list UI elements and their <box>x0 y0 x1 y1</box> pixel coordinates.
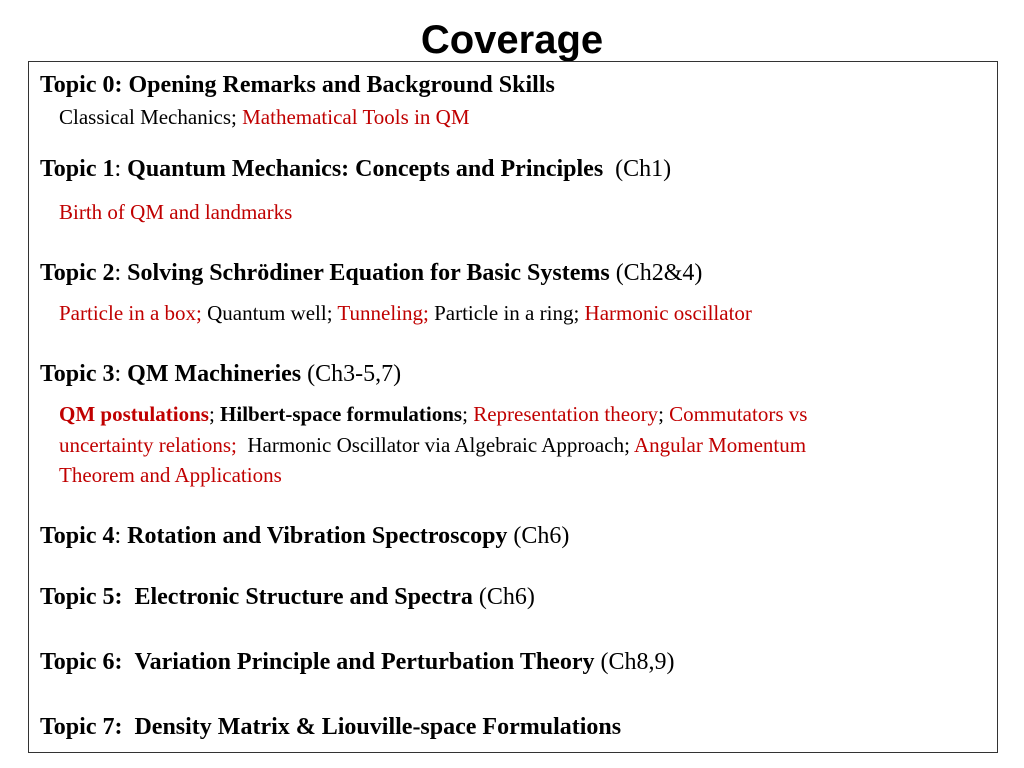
topic-2-heading <box>40 258 702 288</box>
slide-title: Coverage <box>420 18 604 62</box>
subtopic: Harmonic oscillator <box>584 301 752 325</box>
topic-3-subtopic-line-3 <box>59 460 282 491</box>
topic-3-chapter: (Ch3-5,7) <box>301 361 402 387</box>
topic-1-chapter: (Ch1) <box>609 156 672 182</box>
topic-7-name: Density Matrix & Liouville-space Formulations <box>134 714 622 740</box>
topic-0-subtopics <box>59 102 470 133</box>
topic-0-heading <box>40 70 555 100</box>
topic-7-heading <box>40 712 621 742</box>
topic-3-subtopic-line-2 <box>59 430 806 461</box>
separator: ; <box>462 402 474 426</box>
subtopic: Classical Mechanics; <box>59 105 243 129</box>
separator: ; <box>658 402 670 426</box>
topic-3-sep: : <box>114 361 128 387</box>
topic-2-label: Topic 2 <box>40 260 115 286</box>
topic-6-name: Variation Principle and Perturbation Theory <box>134 649 595 675</box>
topic-0-label: Topic 0: <box>40 72 123 98</box>
topic-6-label: Topic 6: <box>40 649 123 675</box>
topic-4-sep: : <box>114 523 128 549</box>
topic-3-name: QM Machineries <box>127 361 302 387</box>
topic-2-chapter: (Ch2&4) <box>609 260 703 286</box>
topic-3-heading <box>40 359 401 389</box>
topic-5-name: Electronic Structure and Spectra <box>134 584 473 610</box>
subtopic: Particle in a box; <box>59 301 208 325</box>
subtopic: Representation theory <box>473 402 659 426</box>
topic-4-label: Topic 4 <box>40 523 115 549</box>
topic-2-sep: : <box>114 260 128 286</box>
subtopic: Particle in a ring; <box>434 301 585 325</box>
topic-1-subtopics <box>59 197 292 228</box>
subtopic: Commutators vs <box>669 402 808 426</box>
topic-5-heading <box>40 582 535 612</box>
topic-1-sep: : <box>114 156 128 182</box>
content-box <box>28 61 998 753</box>
topic-4-chapter: (Ch6) <box>507 523 570 549</box>
topic-6-chapter: (Ch8,9) <box>594 649 675 675</box>
subtopic: Quantum well; <box>207 301 338 325</box>
subtopic: Angular Momentum <box>634 433 807 457</box>
topic-0-name: Opening Remarks and Background Skills <box>128 72 555 98</box>
subtopic: Tunneling; <box>337 301 435 325</box>
topic-1-label: Topic 1 <box>40 156 115 182</box>
subtopic: uncertainty relations; <box>59 433 237 457</box>
topic-3-label: Topic 3 <box>40 361 115 387</box>
topic-2-name: Solving Schrödiner Equation for Basic Systems <box>127 260 610 286</box>
topic-5-label: Topic 5: <box>40 584 123 610</box>
topic-2-subtopics <box>59 298 752 329</box>
topic-1-name: Quantum Mechanics: Concepts and Principles <box>127 156 604 182</box>
topic-4-name: Rotation and Vibration Spectroscopy <box>127 523 508 549</box>
topic-6-heading <box>40 647 674 677</box>
subtopic: Birth of QM and landmarks <box>59 200 293 224</box>
separator: ; <box>208 402 221 426</box>
subtopic: Theorem and Applications <box>59 463 282 487</box>
topic-7-label: Topic 7: <box>40 714 123 740</box>
subtopic-bold: QM postulations <box>59 402 209 426</box>
topic-5-chapter: (Ch6) <box>472 584 535 610</box>
topic-1-heading <box>40 154 671 184</box>
subtopic: Mathematical Tools in QM <box>242 105 470 129</box>
topic-3-subtopic-line-1 <box>59 399 807 430</box>
subtopic-bold: Hilbert-space formulations <box>220 402 463 426</box>
subtopic: Harmonic Oscillator via Algebraic Approach; <box>236 433 634 457</box>
topic-4-heading <box>40 521 569 551</box>
